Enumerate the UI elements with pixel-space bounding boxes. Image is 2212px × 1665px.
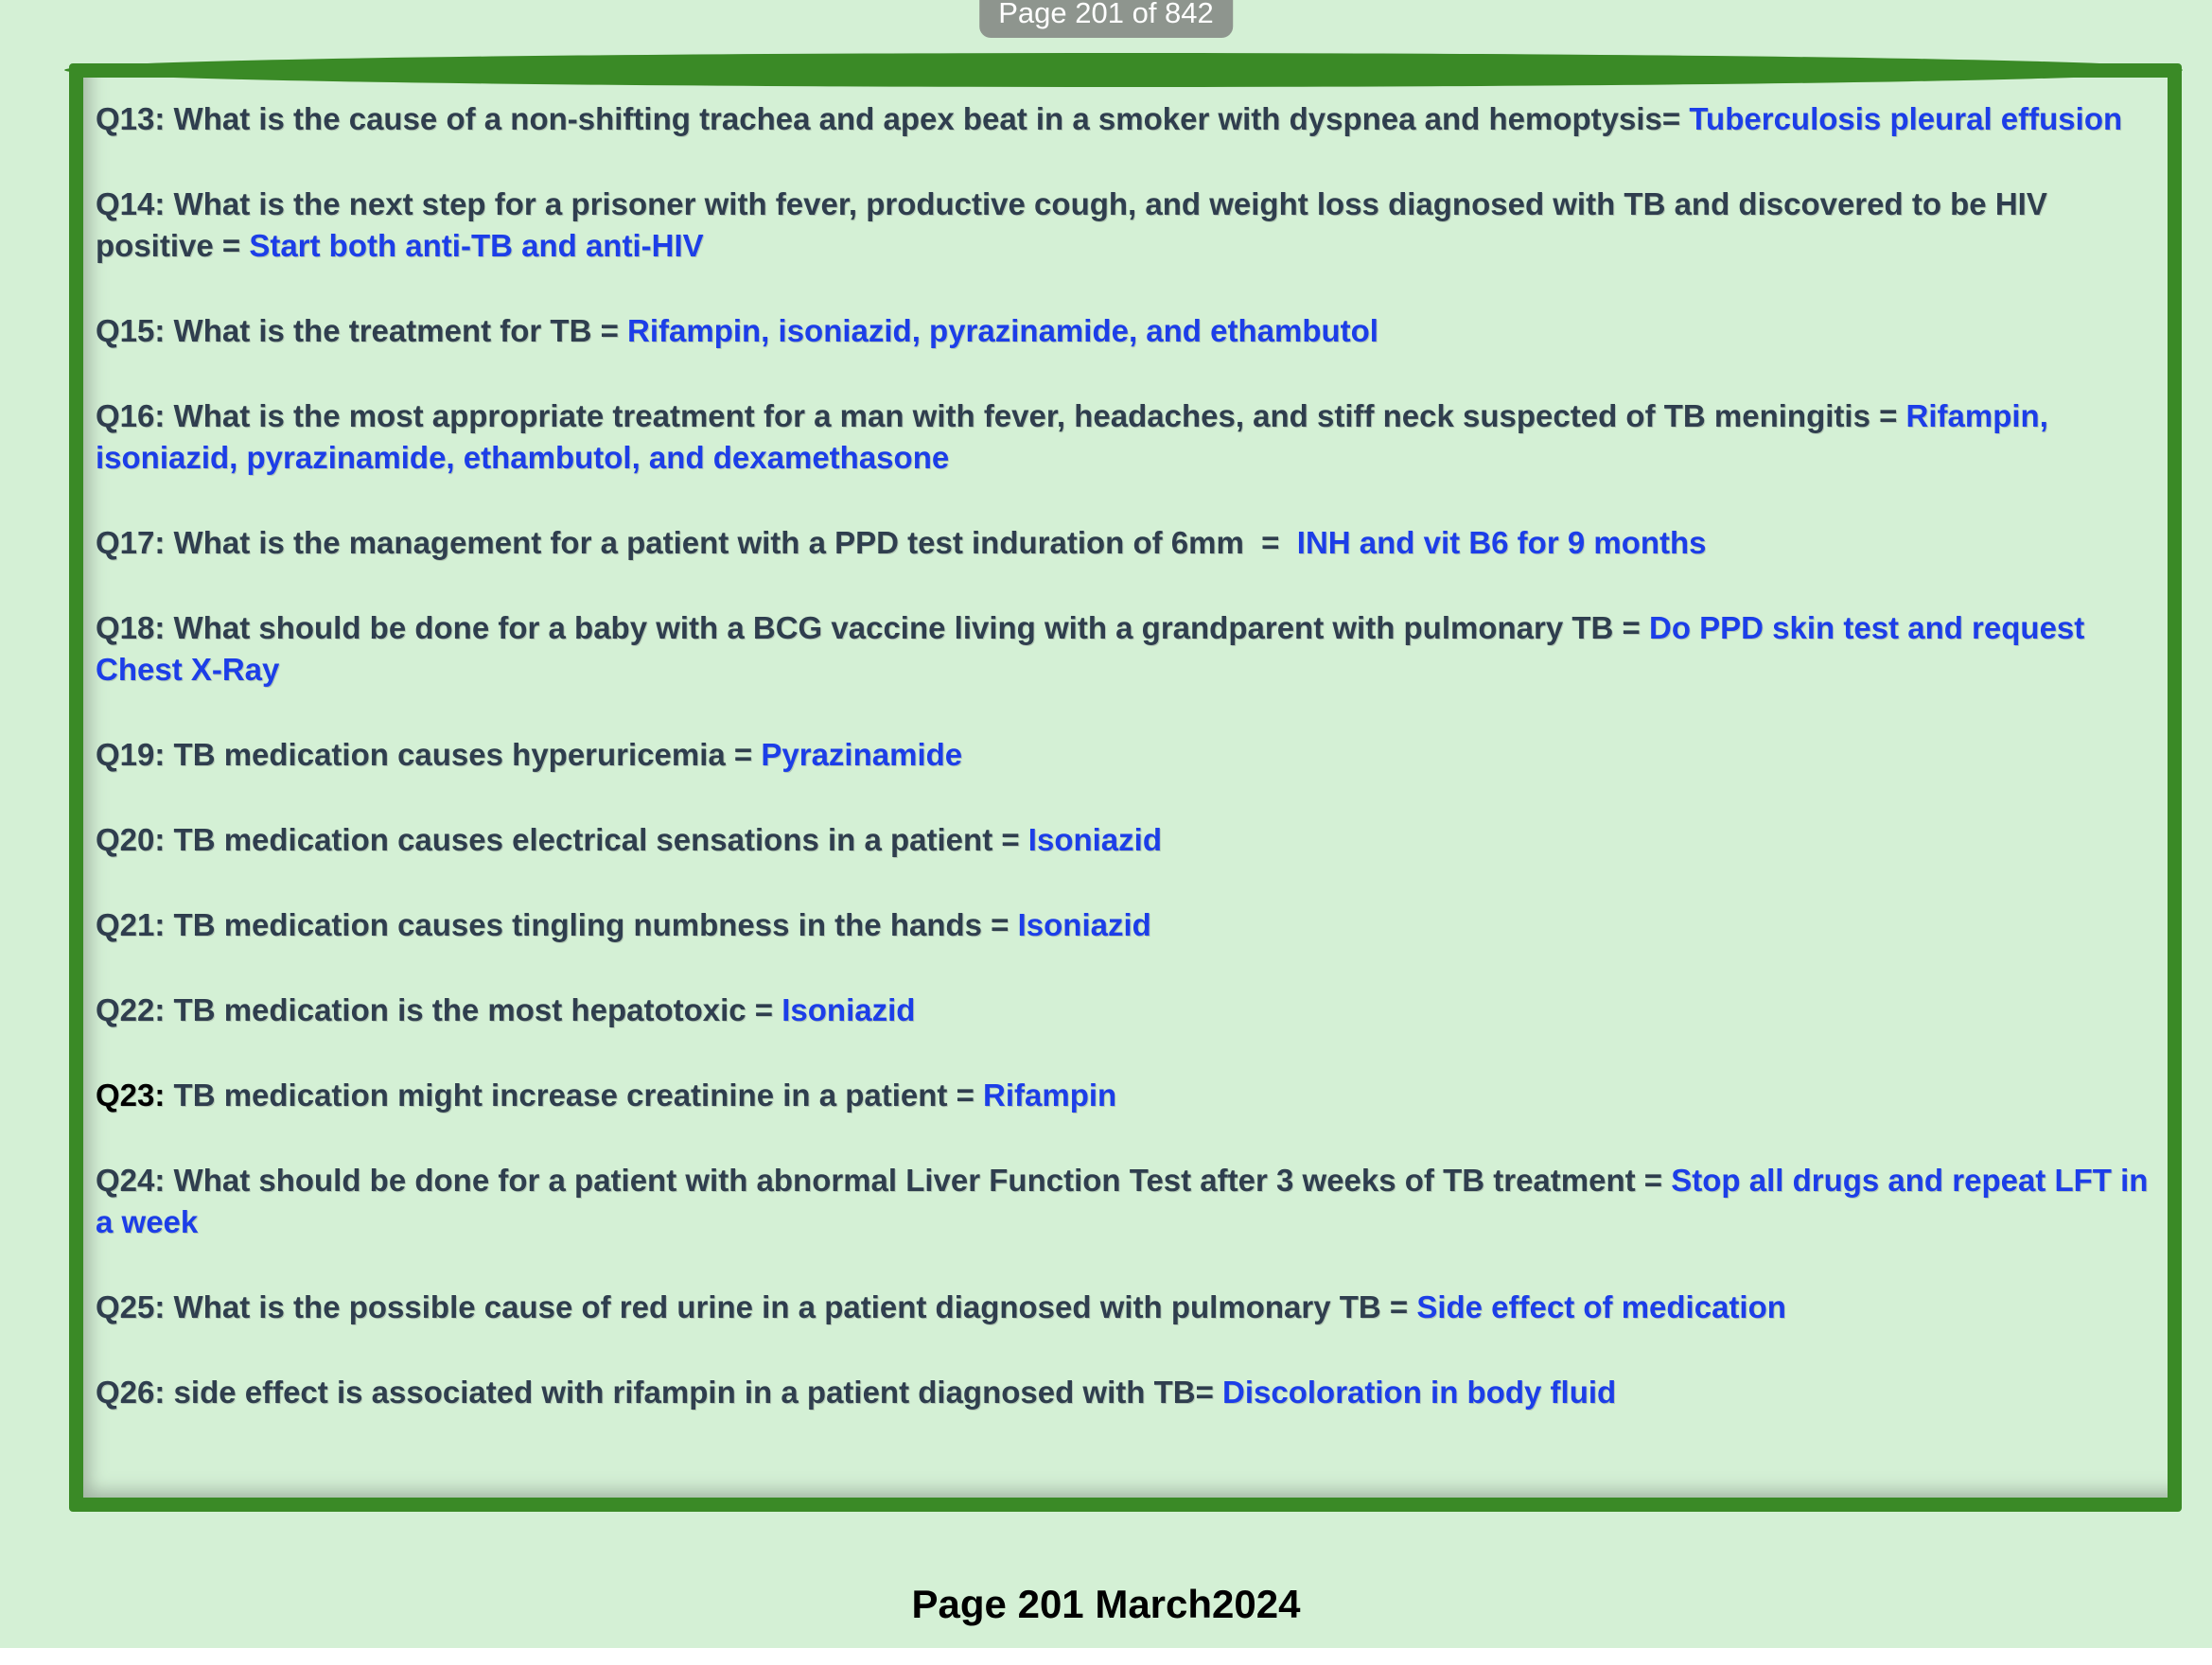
question-label: Q15: — [96, 313, 166, 348]
question-text: What is the next step for a prisoner with fever, productive cough, and weight loss diagnosed with TB and discovered to be HIV positive = — [96, 186, 2057, 263]
question-label: Q19: — [96, 737, 166, 772]
question-label: Q14: — [96, 186, 166, 221]
qa-item — [96, 990, 2154, 1031]
answer-text: Tuberculosis pleural effusion — [1689, 101, 2123, 136]
qa-list — [83, 78, 2168, 1413]
qa-item — [96, 734, 2154, 776]
qa-item — [96, 395, 2154, 479]
question-text: What is the most appropriate treatment for a man with fever, headaches, and stiff neck suspected of TB meningitis = — [165, 398, 1906, 433]
question-text: TB medication causes hyperuricemia = — [165, 737, 762, 772]
question-text: side effect is associated with rifampin in a patient diagnosed with TB= — [165, 1375, 1223, 1410]
answer-text: Isoniazid — [781, 992, 916, 1027]
page-indicator-badge: Page 201 of 842 — [979, 0, 1233, 38]
answer-text: Isoniazid — [1027, 822, 1162, 857]
answer-text: Side effect of medication — [1416, 1289, 1786, 1324]
answer-text: Do PPD skin test and request Chest X-Ray — [96, 610, 2094, 687]
qa-item — [96, 1160, 2157, 1243]
question-label: Q25: — [96, 1289, 166, 1324]
answer-text: Rifampin, isoniazid, pyrazinamide, ethambutol, and dexamethasone — [96, 398, 2058, 475]
question-label: Q23: — [96, 1078, 166, 1113]
question-text: What should be done for a patient with abnormal Liver Function Test after 3 weeks of TB treatment = — [165, 1163, 1672, 1198]
question-text: TB medication causes tingling numbness in the hands = — [165, 907, 1018, 942]
page-footer-label: Page 201 March2024 — [911, 1582, 1301, 1626]
qa-item — [96, 184, 2154, 267]
question-text: TB medication is the most hepatotoxic = — [165, 992, 782, 1027]
qa-item — [96, 1372, 2154, 1413]
question-text: What is the cause of a non-shifting trachea and apex beat in a smoker with dyspnea and hemoptysis= — [165, 101, 1690, 136]
question-label: Q26: — [96, 1375, 166, 1410]
bottom-strip — [0, 1648, 2212, 1665]
question-label: Q18: — [96, 610, 166, 645]
question-label: Q20: — [96, 822, 166, 857]
answer-text: Start both anti-TB and anti-HIV — [249, 228, 704, 263]
answer-text: Rifampin, isoniazid, pyrazinamide, and ethambutol — [627, 313, 1378, 348]
answer-text: Pyrazinamide — [761, 737, 963, 772]
answer-text: Rifampin — [983, 1078, 1117, 1113]
qa-item — [96, 607, 2154, 691]
question-text: TB medication causes electrical sensations in a patient = — [165, 822, 1028, 857]
answer-text: Stop all drugs and repeat LFT in a week — [96, 1163, 2157, 1239]
question-text: What is the management for a patient with a PPD test induration of 6mm = — [165, 525, 1297, 560]
answer-text: Isoniazid — [1017, 907, 1151, 942]
qa-item — [96, 1287, 2154, 1328]
question-text: What should be done for a baby with a BCG vaccine living with a grandparent with pulmonary TB = — [165, 610, 1649, 645]
qa-item — [96, 522, 2154, 564]
question-text: TB medication might increase creatinine in a patient = — [165, 1078, 984, 1113]
question-label: Q17: — [96, 525, 166, 560]
question-text: What is the treatment for TB = — [165, 313, 628, 348]
question-text: What is the possible cause of red urine in a patient diagnosed with pulmonary TB = — [165, 1289, 1417, 1324]
qa-item — [96, 1075, 2154, 1116]
question-label: Q13: — [96, 101, 166, 136]
qa-item — [96, 98, 2154, 140]
notes-board — [69, 63, 2182, 1512]
answer-text: INH and vit B6 for 9 months — [1296, 525, 1707, 560]
qa-item — [96, 310, 2154, 352]
qa-item — [96, 819, 2154, 861]
question-label: Q21: — [96, 907, 166, 942]
qa-item — [96, 904, 2154, 946]
question-label: Q24: — [96, 1163, 166, 1198]
question-label: Q22: — [96, 992, 166, 1027]
answer-text: Discoloration in body fluid — [1222, 1375, 1617, 1410]
question-label: Q16: — [96, 398, 166, 433]
